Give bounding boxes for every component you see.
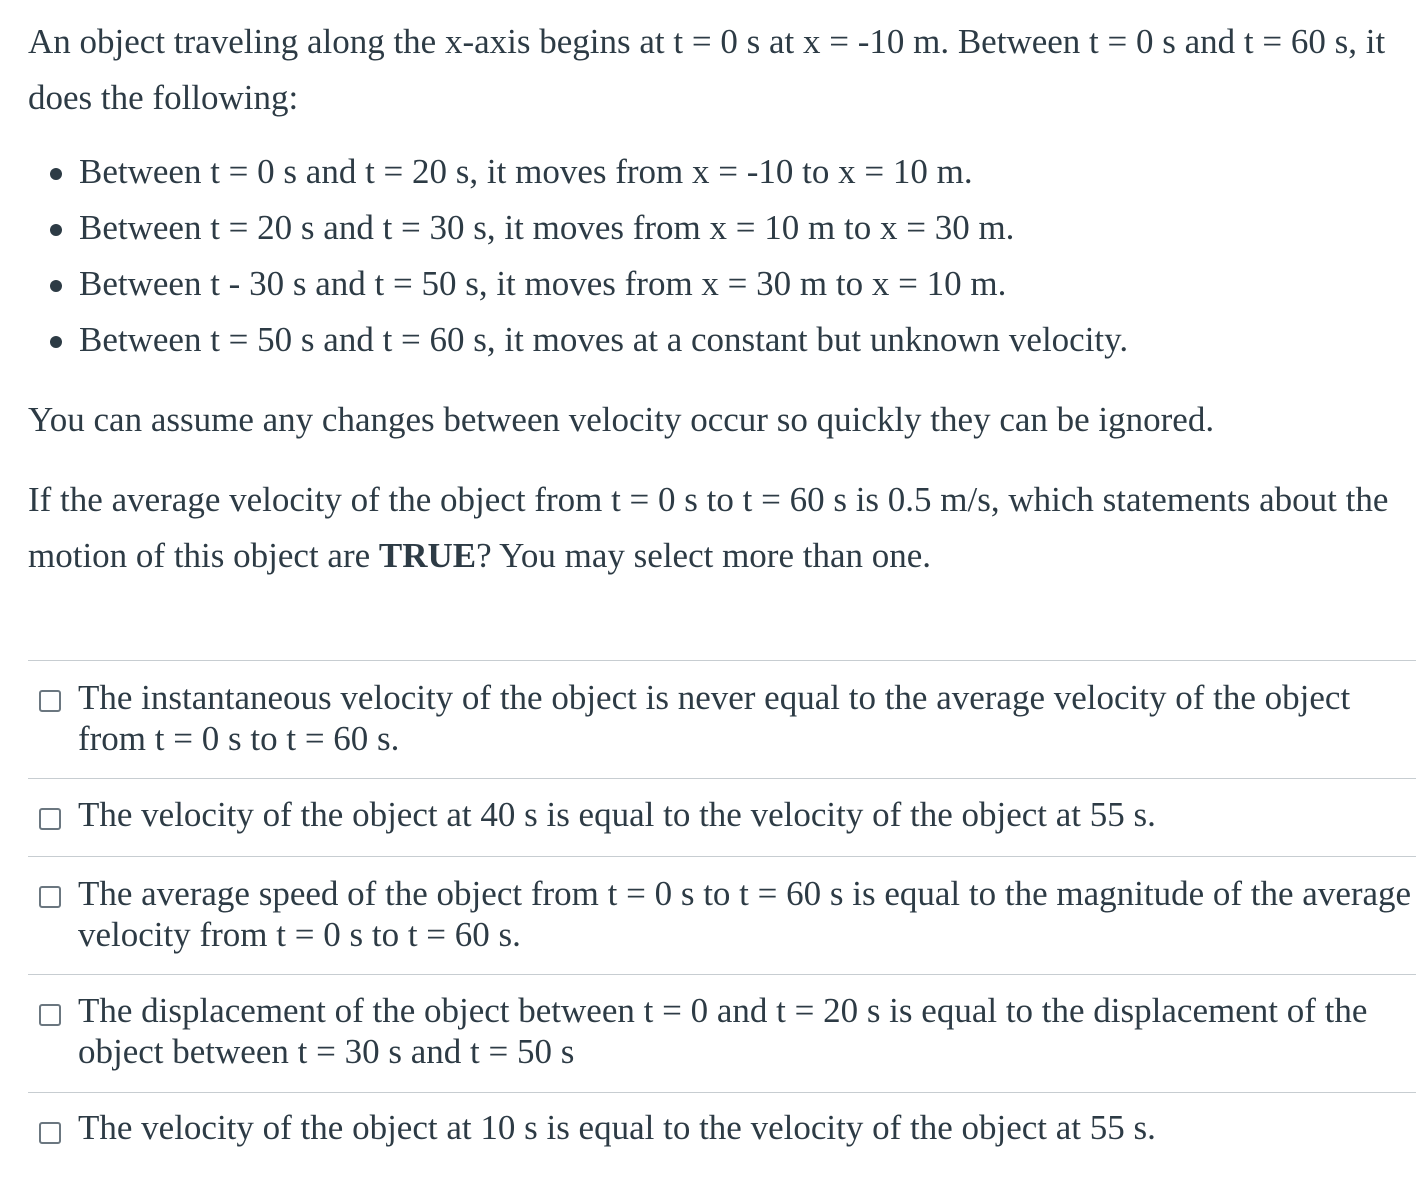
question-note: You can assume any changes between velocity occur so quickly they can be ignored.	[28, 400, 1215, 439]
answer-choices	[28, 660, 1416, 1172]
answer-label-3[interactable]: The average speed of the object from t = 0 s to t = 60 s is equal to the magnitude of the average velocity from t = 0 s to t = 60 s.	[78, 874, 1412, 954]
answer-label-4[interactable]: The displacement of the object between t = 0 and t = 20 s is equal to the displacement of the object between t = 30 s and t = 50 s	[78, 991, 1368, 1071]
bullet-icon	[50, 168, 62, 180]
answer-label-2[interactable]: The velocity of the object at 40 s is equal to the velocity of the object at 55 s.	[78, 795, 1156, 834]
question-body	[28, 14, 1408, 584]
list-item	[28, 256, 1408, 312]
motion-segments-list	[28, 144, 1408, 368]
answer-label-1[interactable]: The instantaneous velocity of the object is never equal to the average velocity of the object from t = 0 s to t = 60 s.	[78, 678, 1351, 758]
answer-checkbox-1[interactable]	[39, 690, 61, 712]
segment-text: Between t = 20 s and t = 30 s, it moves from x = 10 m to x = 30 m.	[79, 208, 1015, 247]
answer-checkbox-2[interactable]	[39, 808, 61, 830]
answer-checkbox-4[interactable]	[39, 1004, 61, 1026]
answer-option-1[interactable]	[28, 660, 1416, 778]
question-intro: An object traveling along the x-axis begins at t = 0 s at x = -10 m. Between t = 0 s and t = 60 s, it does the following:	[28, 22, 1386, 117]
answer-label-5[interactable]: The velocity of the object at 10 s is equal to the velocity of the object at 55 s.	[78, 1108, 1156, 1147]
answer-checkbox-3[interactable]	[39, 886, 61, 908]
answer-option-4[interactable]	[28, 974, 1416, 1092]
prompt-text: If the average velocity of the object from t = 0 s to t = 60 s is 0.5 m/s, which statements about the motion of this object are	[28, 480, 1389, 575]
answer-checkbox-5[interactable]	[39, 1122, 61, 1144]
prompt-text-end: ? You may select more than one.	[476, 536, 932, 575]
list-item	[28, 144, 1408, 200]
segment-text: Between t = 50 s and t = 60 s, it moves at a constant but unknown velocity.	[79, 320, 1129, 359]
prompt-emphasis: TRUE	[378, 536, 477, 575]
question-prompt	[28, 472, 1408, 584]
bullet-icon	[50, 224, 62, 236]
segment-text: Between t - 30 s and t = 50 s, it moves from x = 30 m to x = 10 m.	[79, 264, 1007, 303]
bullet-icon	[50, 280, 62, 292]
segment-text: Between t = 0 s and t = 20 s, it moves from x = -10 to x = 10 m.	[79, 152, 973, 191]
bullet-icon	[50, 336, 62, 348]
list-item	[28, 312, 1408, 368]
answer-option-3[interactable]	[28, 856, 1416, 974]
answer-option-2[interactable]	[28, 778, 1416, 856]
answer-option-5[interactable]	[28, 1092, 1416, 1172]
list-item	[28, 200, 1408, 256]
